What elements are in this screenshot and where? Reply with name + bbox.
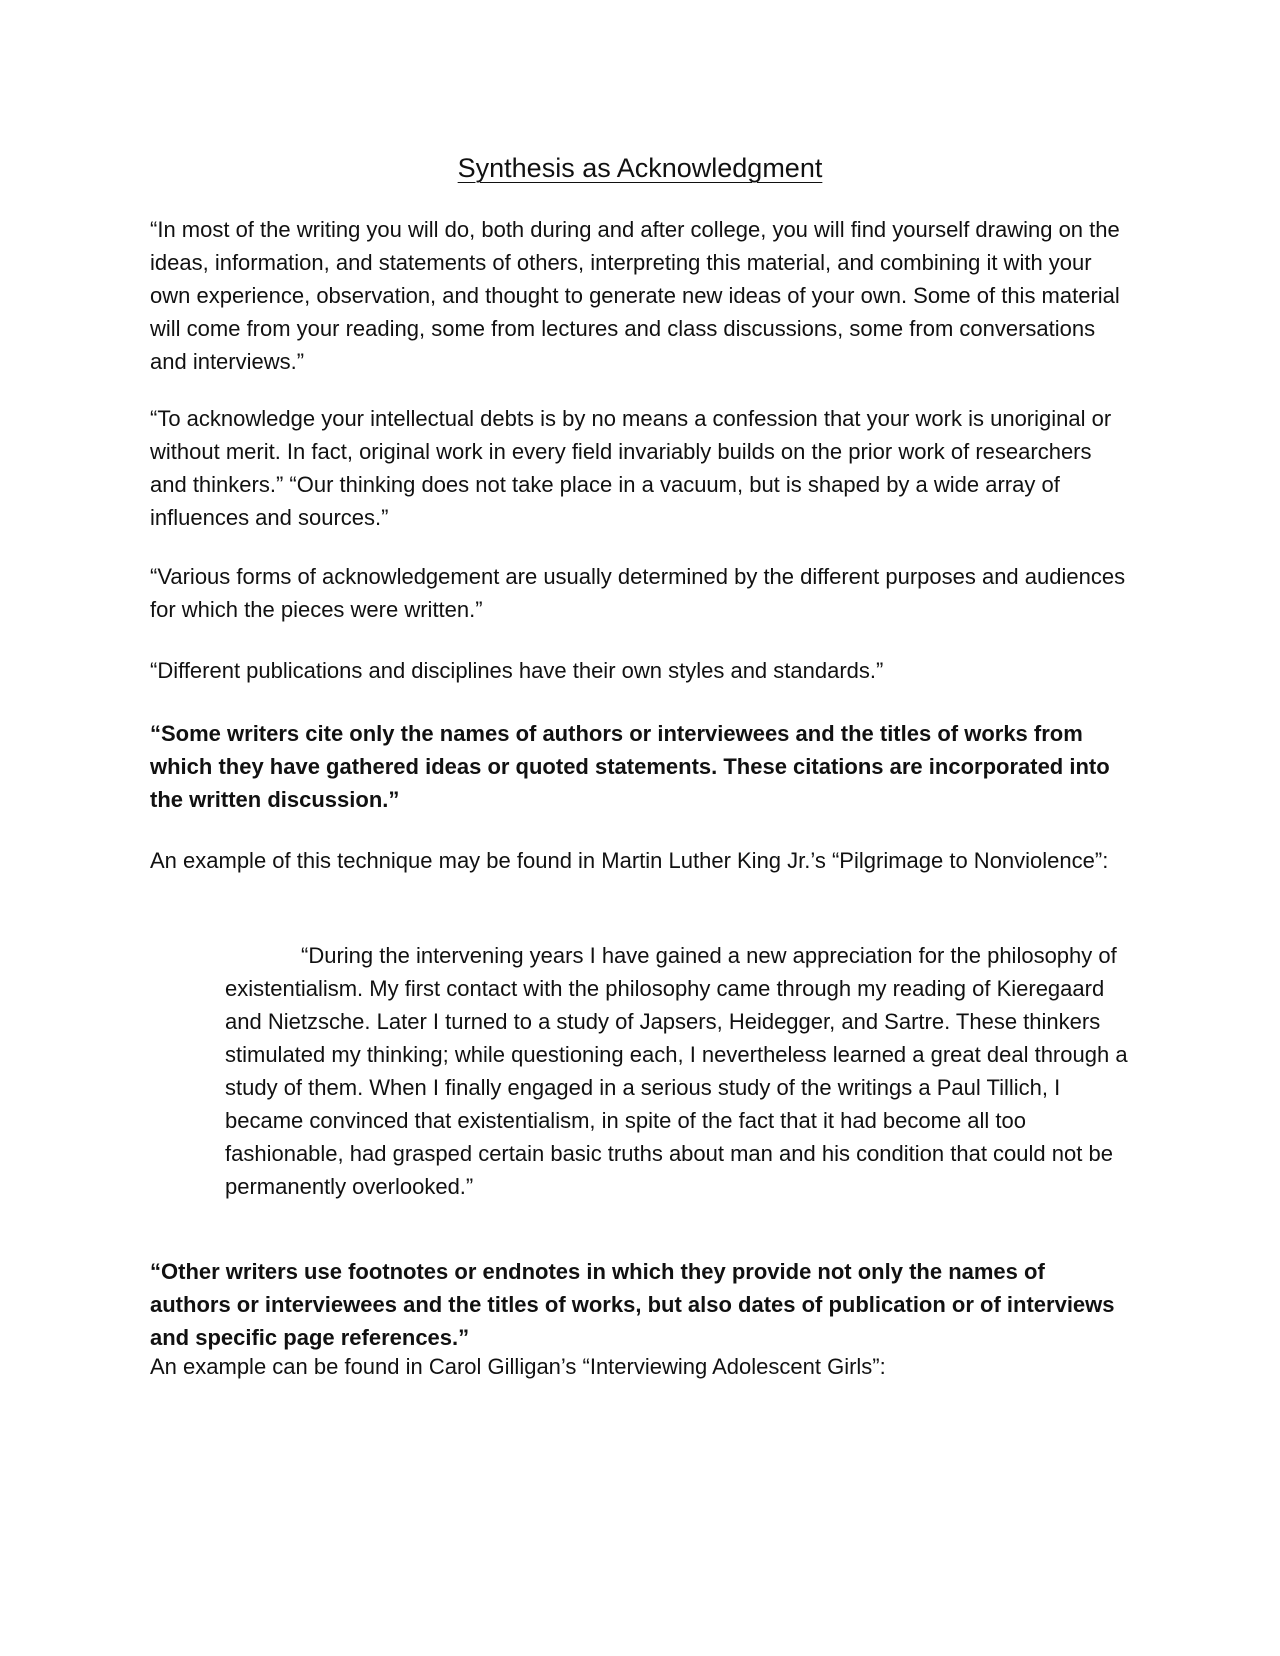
block-quote-king: “During the intervening years I have gained a new appreciation for the philosophy of existentialism. My first contact with the philosophy came through my reading of Kieregaard and Nietzsche. Later I turned to a study of Japsers, Heidegger, and Sartre. These thinkers stimulated my thinking; while questioning each, I nevertheless learned a great deal through a study of them. When I finally engaged in a serious study of the writings a Paul Tillich, I became convinced that existentialism, in spite of the fact that it had become all too fashionable, had grasped certain basic truths about man and his condition that could not be permanently overlooked.”	[225, 943, 1128, 1199]
paragraph-gilligan-example-intro: An example can be found in Carol Gilligan’s “Interviewing Adolescent Girls”:	[150, 1354, 886, 1379]
document-title: Synthesis as Acknowledgment	[457, 153, 823, 183]
paragraph-forms-of-acknowledgement: “Various forms of acknowledgement are usually determined by the different purposes and audiences for which the pieces were written.”	[150, 564, 1126, 622]
paragraph-intellectual-debts: “To acknowledge your intellectual debts is by no means a confession that your work is unoriginal or without merit. In fact, original work in every field invariably builds on the prior work of researchers and thinkers.” “Our thinking does not take place in a vacuum, but is shaped by a wide array of influences and sources.”	[150, 406, 1112, 530]
paragraph-intro-quote: “In most of the writing you will do, both during and after college, you will find yourself drawing on the ideas, information, and statements of others, interpreting this material, and combining it with your own experience, observation, and thought to generate new ideas of your own. Some of this material will come from your reading, some from lectures and class discussions, some from conversations and interviews.”	[150, 217, 1120, 374]
paragraph-king-example-intro: An example of this technique may be found in Martin Luther King Jr.’s “Pilgrimage to Nonviolence”:	[150, 848, 1109, 873]
paragraph-bold-footnotes: “Other writers use footnotes or endnotes in which they provide not only the names of authors or interviewees and the titles of works, but also dates of publication or of interviews and specific page references.”	[150, 1259, 1115, 1350]
paragraph-bold-citation-names: “Some writers cite only the names of authors or interviewees and the titles of works from which they have gathered ideas or quoted statements. These citations are incorporated into the written discussion.”	[150, 721, 1110, 812]
paragraph-styles-and-standards: “Different publications and disciplines have their own styles and standards.”	[150, 658, 884, 683]
